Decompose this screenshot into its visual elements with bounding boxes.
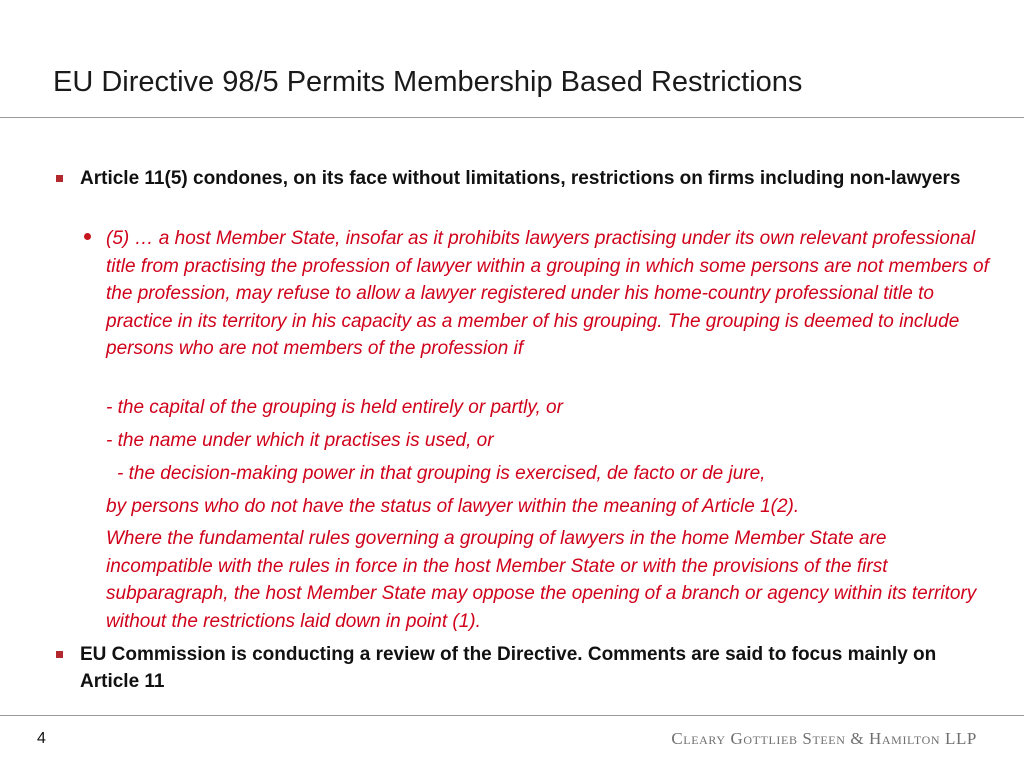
square-bullet-icon — [56, 651, 63, 658]
page-number: 4 — [37, 730, 46, 747]
quote-item-name: - the name under which it practises is used, or — [106, 430, 494, 451]
firm-logo: Cleary Gottlieb Steen & Hamilton LLP — [671, 729, 977, 748]
bullet-commission-review: EU Commission is conducting a review of the Directive. Comments are said to focus mainly on Article 11 — [80, 644, 937, 692]
quote-closing-line: by persons who do not have the status of lawyer within the meaning of Article 1(2). — [106, 496, 800, 517]
quote-item-decision-power: - the decision-making power in that grouping is exercised, de facto or de jure, — [117, 463, 766, 484]
bullet-article-11: Article 11(5) condones, on its face without limitations, restrictions on firms including non-lawyers — [80, 168, 961, 189]
square-bullet-icon — [56, 175, 63, 182]
quote-lead-paragraph: (5) … a host Member State, insofar as it prohibits lawyers practising under its own relevant professional title from practising the profession of lawyer within a grouping in which some persons are not members of the profession, may refuse to allow a lawyer registered under his home-country professional title to practice in its territory in his capacity as a member of his grouping. The grouping is deemed to include persons who are not members of the profession if — [106, 228, 989, 359]
slide-title: EU Directive 98/5 Permits Membership Based Restrictions — [53, 66, 803, 98]
round-bullet-icon — [84, 233, 91, 240]
quote-second-paragraph: Where the fundamental rules governing a grouping of lawyers in the home Member State are incompatible with the rules in force in the host Member State or with the provisions of the first subparagraph, the host Member State may oppose the opening of a branch or agency within its territory without the restrictions laid down in point (1). — [106, 528, 977, 632]
quote-item-capital: - the capital of the grouping is held entirely or partly, or — [106, 397, 563, 418]
footer-divider — [0, 715, 1024, 716]
